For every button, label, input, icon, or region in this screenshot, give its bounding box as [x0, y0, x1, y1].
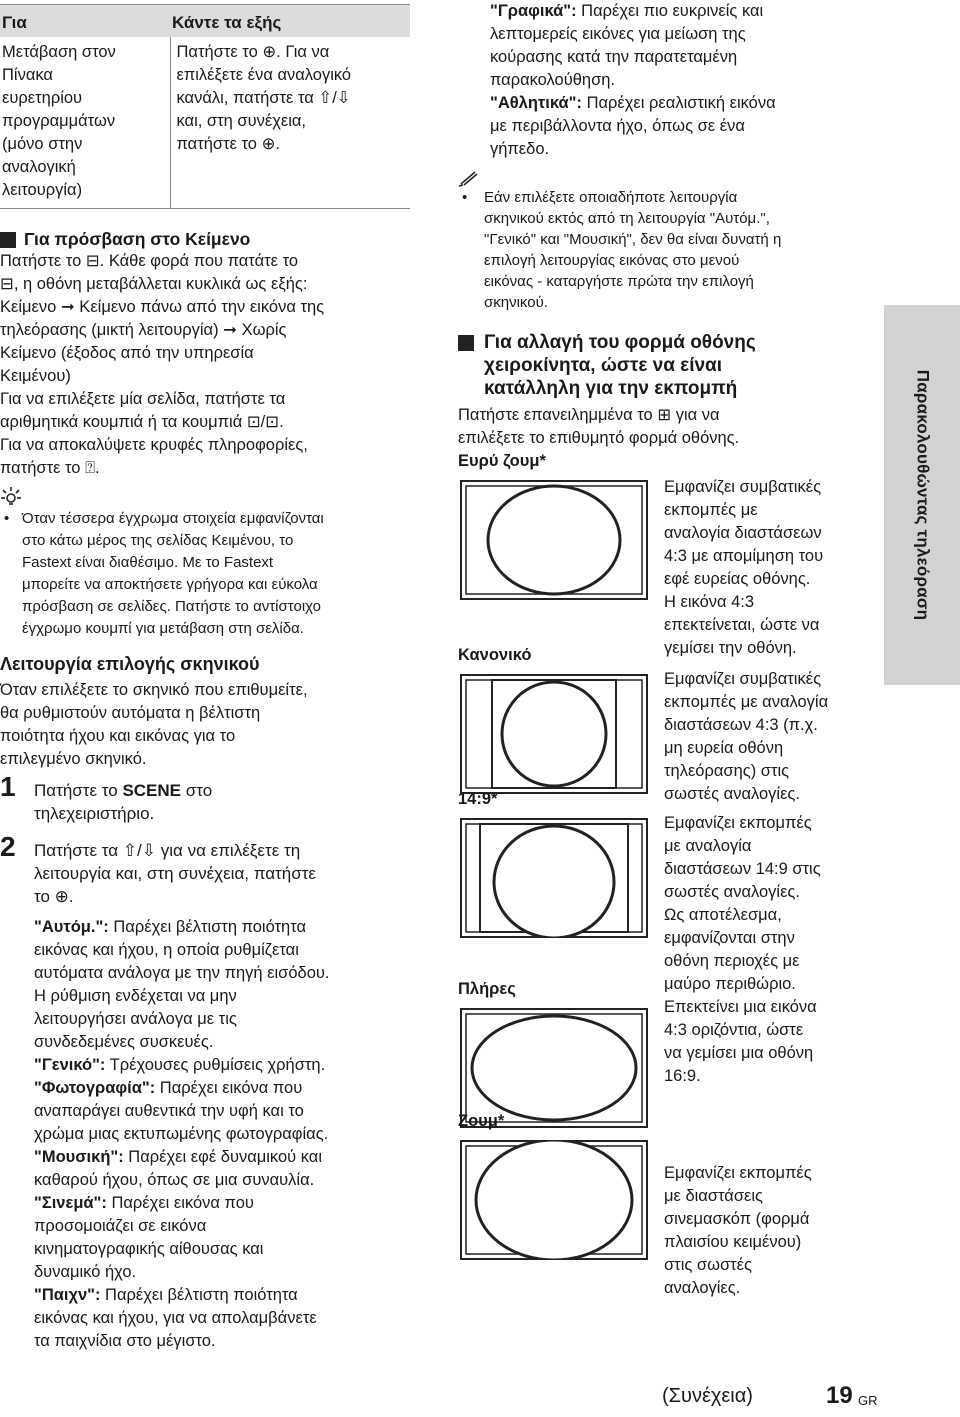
format-intro: Πατήστε επανειλημμένα το ⊞ για να επιλέξετε το επιθυμητό φορμά οθόνης.: [458, 406, 740, 447]
table-header-for: Για: [0, 5, 170, 38]
scene-mode-item: "Γραφικά": Παρέχει πιο ευκρινείς και λεπτομερείς εικόνες για μείωση της κούρασης κατά την παρατεταμένη παρακολούθηση.: [490, 2, 764, 89]
scene-heading: Λειτουργία επιλογής σκηνικού: [0, 654, 260, 674]
format-description: Εμφανίζει συμβατικές εκπομπές με αναλογία διαστάσεων 4:3 (π.χ. μη ευρεία οθόνη τηλεόρασης) στις σωστές αναλογίες.: [664, 670, 829, 803]
step-number: 1: [0, 771, 16, 802]
step-2: 2 Πατήστε τα ⇧/⇩ για να επιλέξετε τη λειτουργία και, στη συνέχεια, πατήστε το ⊕.: [0, 831, 317, 906]
square-bullet-icon: [0, 232, 16, 248]
scene-mode-item: "Αθλητικά": Παρέχει ρεαλιστική εικόνα με περιβάλλοντα ήχο, όπως σε ένα γήπεδο.: [490, 94, 776, 158]
scene-mode-list: [0, 916, 410, 1353]
tip-bulb-icon: [0, 486, 410, 508]
step-1: 1 Πατήστε το SCENE στο τηλεχειριστήριο.: [0, 771, 213, 823]
note-pencil-icon: [458, 169, 878, 187]
format-description: Εμφανίζει εκπομπές με αναλογία διαστάσεων 14:9 στις σωστές αναλογίες. Ως αποτέλεσμα, εμφανίζονται στην οθόνη περιοχές με μαύρο περιθώριο.: [664, 814, 821, 993]
scene-mode-item: "Γενικό": Τρέχουσες ρυθμίσεις χρήστη.: [34, 1056, 326, 1074]
table-row: [0, 37, 410, 209]
right-mode-list: [458, 0, 878, 161]
scene-mode-item: "Μουσική": Παρέχει εφέ δυναμικού και καθαρού ήχου, όπως σε μια συναυλία.: [34, 1148, 323, 1189]
format-description: Εμφανίζει εκπομπές με διαστάσεις σινεμασκόπ (φορμά πλαισίου κειμένου) στις σωστές αναλογίες.: [664, 1164, 812, 1297]
right-column: [458, 0, 878, 1410]
square-bullet-icon: [458, 335, 474, 351]
continued-label: (Συνέχεια): [662, 1385, 753, 1407]
14-9-illustration: [460, 818, 648, 938]
format-title: Πλήρες: [458, 980, 516, 998]
full-illustration: [460, 1008, 648, 1128]
text-access-paragraph: Πατήστε το ⊟. Κάθε φορά που πατάτε το ⊟, η οθόνη μεταβάλλεται κυκλικά ως εξής: Κείμενο ➞ Κείμενο πάνω από την εικόνα της τηλεόρασης (μικτή λειτουργία) ➞ Χωρίς Κείμενο (έξοδος από την υπηρεσία Κειμένου) Για να επιλέξετε μία σελίδα, πατήστε τα αριθμητικά κουμπιά ή τα κουμπιά ⊡/⊡. Για να αποκαλύψετε κρυφές πληροφορίες, πατήστε το ⍰.: [0, 252, 325, 477]
scene-mode-item: "Αυτόμ.": Παρέχει βέλτιστη ποιότητα εικόνας και ήχου, η οποία ρυθμίζεται αυτόματα ανάλογα με την πηγή εισόδου. Η ρύθμιση ενδέχεται να μην λειτουργήσει ανάλογα με τις συνδεδεμένες συσκευές.: [34, 918, 330, 1051]
fastext-tip: • Όταν τέσσερα έγχρωμα στοιχεία εμφανίζονται στο κάτω μέρος της σελίδας Κειμένου, το Fastext είναι διαθέσιμο. Με το Fastext μπορείτε να αποκτήσετε γρήγορα και εύκολα πρόσβαση σε σελίδες. Πατήστε το αντίστοιχο έγχρωμο κουμπί για μετάβαση στη σελίδα.: [0, 508, 410, 640]
table-cell-action: Πατήστε το ⊕. Για να επιλέξετε ένα αναλογικό κανάλι, πατήστε τα ⇧/⇩ και, στη συνέχεια, πατήστε το ⊕.: [170, 37, 410, 209]
format-title: Κανονικό: [458, 646, 532, 664]
format-list: [458, 450, 878, 1410]
normal-illustration: [460, 674, 648, 794]
scene-intro: Όταν επιλέξετε το σκηνικό που επιθυμείτε, θα ρυθμιστούν αυτόματα η βέλτιστη ποιότητα ήχου και εικόνας για το επιλεγμένο σκηνικό.: [0, 681, 308, 768]
operations-table: [0, 4, 410, 209]
page-number: 19: [826, 1382, 853, 1409]
step-number: 2: [0, 831, 16, 862]
scene-mode-item: "Φωτογραφία": Παρέχει εικόνα που αναπαράγει αυθεντικά την υφή και το χρώμα μιας εκτυπωμένης φωτογραφίας.: [34, 1079, 329, 1143]
scene-key: SCENE: [122, 781, 182, 800]
format-title: Ζουμ*: [458, 1112, 505, 1130]
scene-mode-item: "Παιχν": Παρέχει βέλτιστη ποιότητα εικόνας και ήχου, για να απολαμβάνετε τα παιχνίδια στο μέγιστο.: [34, 1286, 317, 1350]
language-code: GR: [858, 1393, 878, 1408]
scene-mode-item: "Σινεμά": Παρέχει εικόνα που προσομοιάζει σε εικόνα κινηματογραφικής αίθουσας και δυναμικό ήχο.: [34, 1194, 264, 1281]
wide-zoom-illustration: [460, 480, 648, 600]
side-tab-label: Παρακολουθώντας τηλεόραση: [913, 369, 933, 621]
format-title: Ευρύ ζουμ*: [458, 452, 546, 470]
format-description: Επεκτείνει μια εικόνα 4:3 οριζόντια, ώστε να γεμίσει μια οθόνη 16:9.: [664, 998, 817, 1085]
text-access-heading: Για πρόσβαση στο Κείμενο: [0, 229, 410, 250]
format-heading: Για αλλαγή του φορμά οθόνης χειροκίνητα, ώστε να είναι κατάλληλη για την εκπομπή: [458, 331, 878, 400]
format-title: 14:9*: [458, 790, 498, 808]
scene-note: • Εάν επιλέξετε οποιαδήποτε λειτουργία σκηνικού εκτός από τη λειτουργία "Αυτόμ.", "Γενικό" και "Μουσική", δεν θα είναι δυνατή η επιλογή λειτουργίας εικόνας στο μενού εικόνας - καταργήστε πρώτα την επιλογή σκηνικού.: [458, 187, 878, 313]
format-description: Εμφανίζει συμβατικές εκπομπές με αναλογία διαστάσεων 4:3 με απομίμηση του εφέ ευρείας οθόνης. Η εικόνα 4:3 επεκτείνεται, ώστε να γεμίσει την οθόνη.: [664, 478, 824, 657]
table-cell-label: Μετάβαση στον Πίνακα ευρετηρίου προγραμμάτων (μόνο στην αναλογική λειτουργία): [0, 37, 170, 209]
zoom-illustration: [460, 1140, 648, 1260]
table-header-do: Κάντε τα εξής: [170, 5, 410, 38]
left-column: [0, 4, 410, 1353]
